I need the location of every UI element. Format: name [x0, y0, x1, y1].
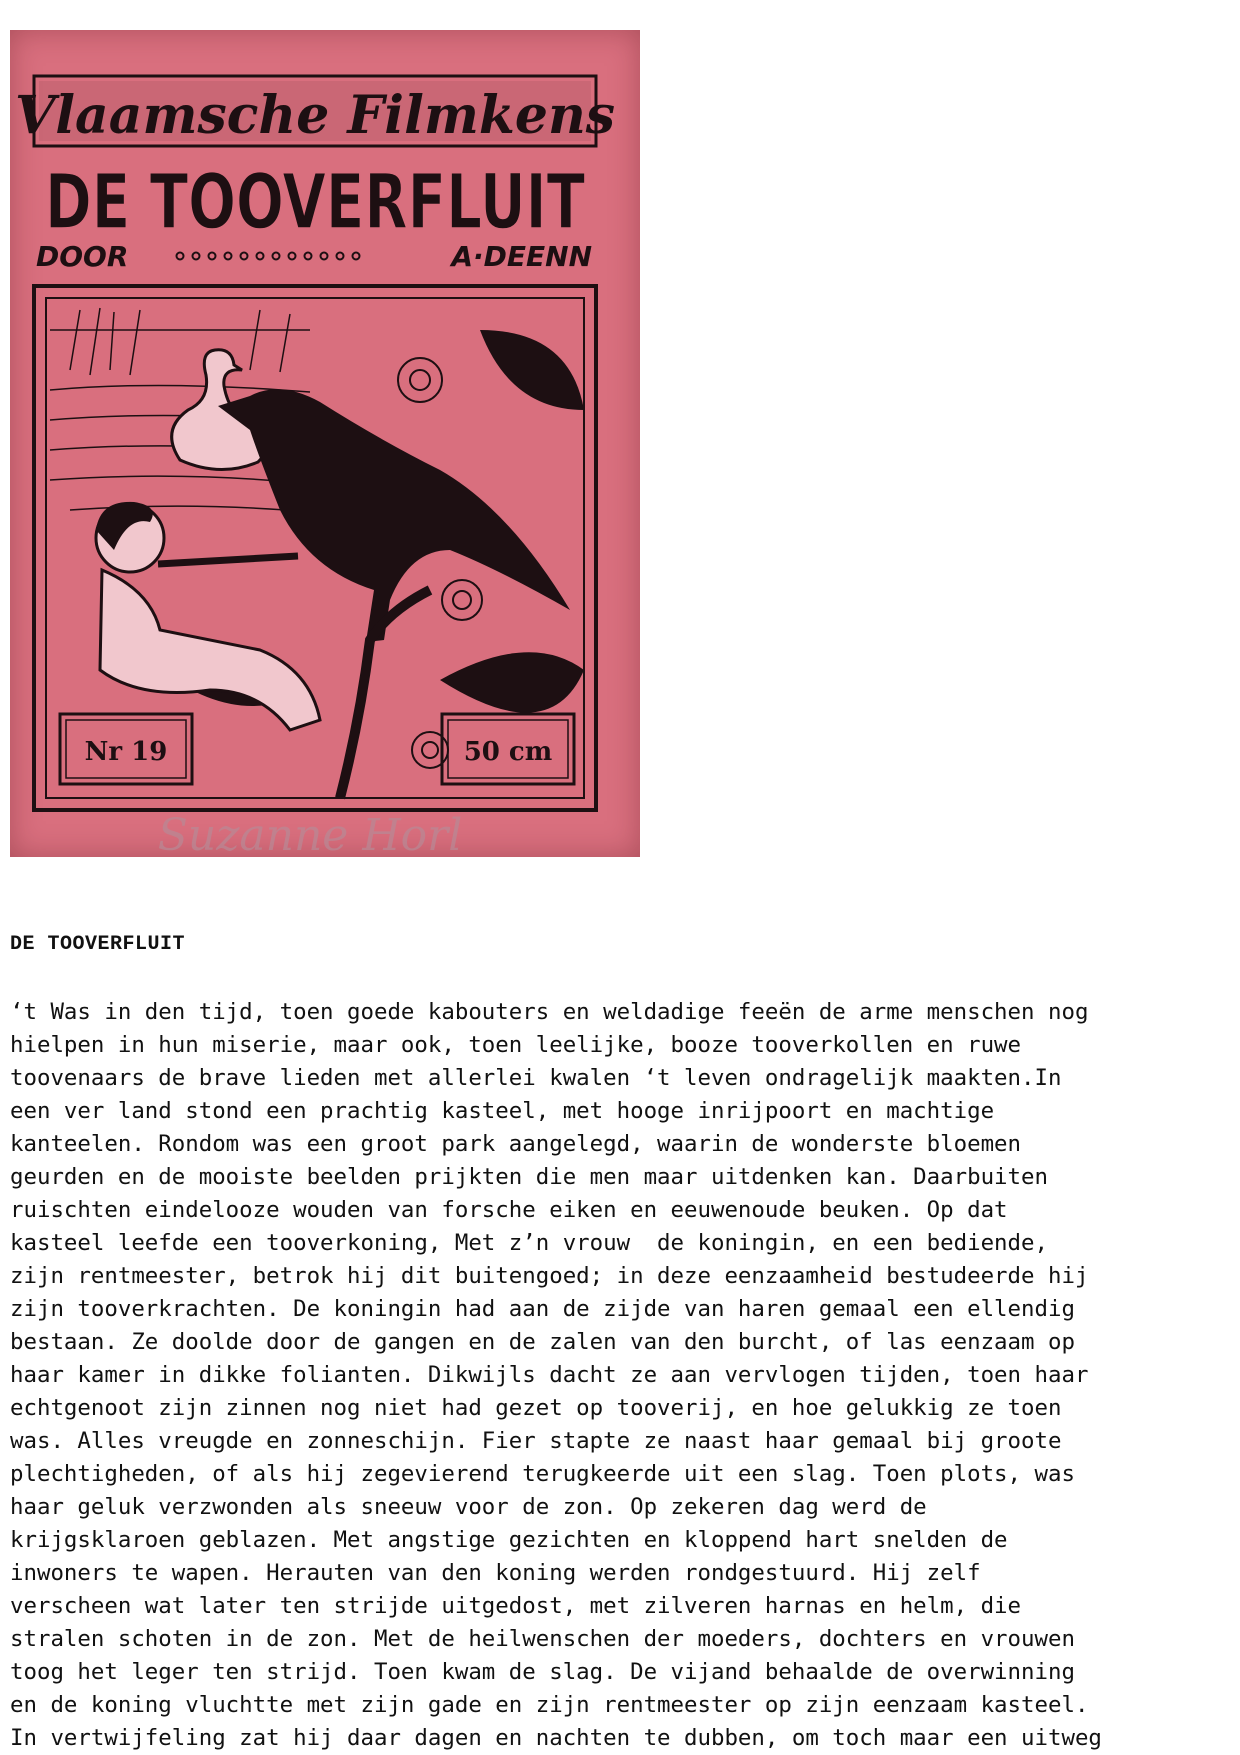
story-line: stralen schoten in de zon. Met de heilwenschen der moeders, dochters en vrouwen [10, 1626, 1075, 1652]
story-line: toog het leger ten strijd. Toen kwam de slag. De vijand behaalde de overwinning [10, 1659, 1075, 1685]
book-cover [10, 30, 640, 861]
story-body [10, 996, 1236, 1754]
issue-number-box [60, 714, 192, 784]
story-line: haar kamer in dikke folianten. Dikwijls dacht ze aan vervlogen tijden, toen haar [10, 1362, 1089, 1388]
cover-book-title: DE TOOVERFLUIT [45, 157, 586, 246]
owner-signature: Suzanne Horl [157, 810, 463, 861]
story-line: een ver land stond een prachtig kasteel, met hooge inrijpoort en machtige [10, 1098, 995, 1124]
story-line: bestaan. Ze doolde door de gangen en de zalen van den burcht, of las eenzaam op [10, 1329, 1075, 1355]
story-line: plechtigheden, of als hij zegevierend terugkeerde uit een slag. Toen plots, was [10, 1461, 1075, 1487]
price: 50 cm [463, 737, 553, 767]
story-line: kasteel leefde een tooverkoning, Met z’n vrouw de koningin, en een bediende, [10, 1230, 1048, 1256]
crow-icon [218, 389, 570, 642]
story-line: In vertwijfeling zat hij daar dagen en nachten te dubben, om toch maar een uitweg [10, 1725, 1102, 1751]
leaf-bottom-right-icon [440, 652, 584, 712]
story-line: ruischten eindelooze wouden van forsche eiken en eeuwenoude beuken. Op dat [10, 1197, 1008, 1223]
story-line: krijgsklaroen geblazen. Met angstige gezichten en kloppend hart snelden de [10, 1527, 1008, 1553]
story-line: haar geluk verzwonden als sneeuw voor de zon. Op zekeren dag werd de [10, 1494, 927, 1520]
cover-dotted-rule [177, 253, 360, 260]
branch-icon [340, 590, 430, 798]
cover-series-title: Vlaamsche Filmkens [14, 85, 616, 146]
cover-illustration [10, 30, 640, 861]
story-heading: DE TOOVERFLUIT [10, 933, 186, 956]
story-line: ‘t Was in den tijd, toen goede kabouters en weldadige feeën de arme menschen nog [10, 999, 1089, 1025]
story-line: echtgenoot zijn zinnen nog niet had gezet op tooverij, en hoe gelukkig ze toen [10, 1395, 1062, 1421]
leaf-top-right-icon [480, 330, 584, 410]
story-line: hielpen in hun miserie, maar ook, toen leelijke, booze tooverkollen en ruwe [10, 1032, 1022, 1058]
story-line: toovenaars de brave lieden met allerlei kwalen ‘t leven ondragelijk maakten.In [10, 1065, 1062, 1091]
price-box [442, 714, 574, 784]
cover-author: A·DEENN [451, 240, 592, 273]
story-line: zijn rentmeester, betrok hij dit buitengoed; in deze eenzaamheid bestudeerde hij [10, 1263, 1089, 1289]
flute-icon [158, 556, 298, 564]
story-line: geurden en de mooiste beelden prijkten die men maar uitdenken kan. Daarbuiten [10, 1164, 1048, 1190]
story-line: verscheen wat later ten strijde uitgedost, met zilveren harnas en helm, die [10, 1593, 1022, 1619]
reeds-icon [70, 308, 290, 375]
cover-by-label: DOOR [36, 240, 129, 273]
story-line: inwoners te wapen. Herauten van den koning werden rondgestuurd. Hij zelf [10, 1560, 981, 1586]
story-line: was. Alles vreugde en zonneschijn. Fier stapte ze naast haar gemaal bij groote [10, 1428, 1062, 1454]
boy-body-icon [100, 570, 320, 730]
story-line: kanteelen. Rondom was een groot park aangelegd, waarin de wonderste bloemen [10, 1131, 1022, 1157]
story-line: zijn tooverkrachten. De koningin had aan de zijde van haren gemaal een ellendig [10, 1296, 1075, 1322]
issue-number: Nr 19 [84, 737, 168, 767]
story-line: en de koning vluchtte met zijn gade en zijn rentmeester op zijn eenzaam kasteel. [10, 1692, 1089, 1718]
